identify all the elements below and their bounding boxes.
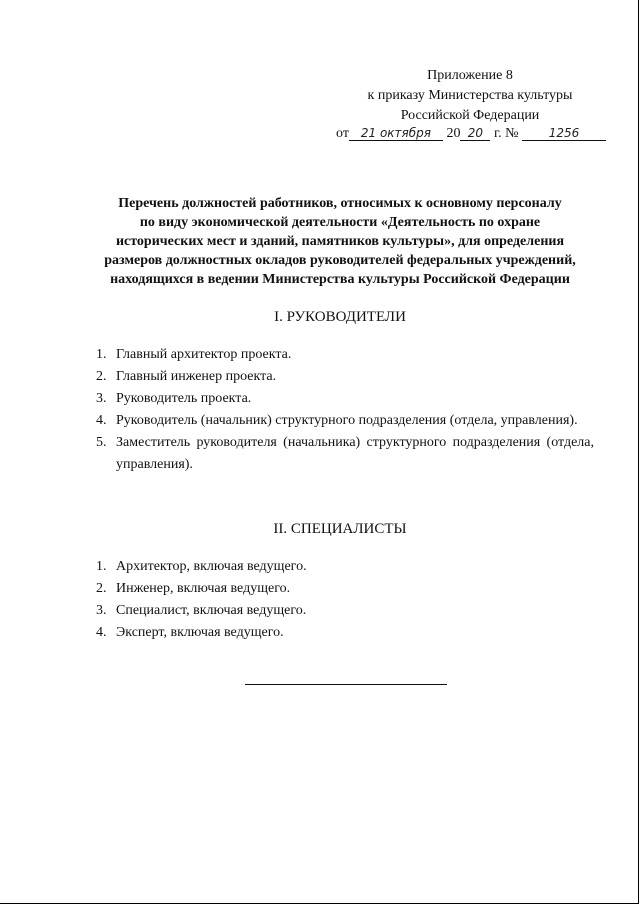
appendix-number: Приложение 8 [427, 68, 513, 83]
item-text: Заместитель руководителя (начальника) структурного подразделения (отдела, управления). [116, 435, 594, 472]
end-divider [245, 684, 447, 685]
handwritten-year: 20 [460, 126, 490, 141]
list-item [96, 578, 594, 600]
item-text: Руководитель (начальник) структурного подразделения (отдела, управления). [116, 413, 578, 428]
title-line-4: размеров должностных окладов руководителей федеральных учреждений, [104, 253, 576, 268]
list-item [96, 388, 594, 410]
number-label: № [505, 126, 519, 141]
list-item [96, 344, 594, 366]
document-title [80, 194, 600, 289]
item-text: Инженер, включая ведущего. [116, 581, 291, 596]
item-text: Главный инженер проекта. [116, 369, 277, 384]
item-number: 4. [96, 413, 107, 428]
title-line-3: исторических мест и зданий, памятников культуры», для определения [115, 234, 565, 249]
year-suffix: г. [493, 126, 502, 141]
order-date-line [336, 125, 606, 143]
item-text: Архитектор, включая ведущего. [116, 559, 307, 574]
appendix-order-ref: к приказу Министерства культуры [367, 88, 573, 103]
list-item [96, 366, 594, 388]
list-item [96, 410, 594, 432]
list-item [96, 600, 594, 622]
list-item [96, 432, 594, 476]
list-item [96, 622, 594, 644]
item-text: Специалист, включая ведущего. [116, 603, 307, 618]
item-number: 3. [96, 603, 107, 618]
item-text: Эксперт, включая ведущего. [116, 625, 284, 640]
specialists-list [96, 556, 594, 644]
item-text: Главный архитектор проекта. [116, 347, 292, 362]
title-line-5: находящихся в ведении Министерства культуры Российской Федерации [110, 272, 570, 287]
item-number: 2. [96, 369, 107, 384]
handwritten-order-number: 1256 [522, 126, 606, 141]
item-number: 1. [96, 559, 107, 574]
item-number: 5. [96, 435, 107, 450]
item-number: 2. [96, 581, 107, 596]
item-number: 3. [96, 391, 107, 406]
title-line-2: по виду экономической деятельности «Деятельность по охране [139, 215, 541, 230]
appendix-header [330, 66, 610, 126]
from-label: от [336, 126, 349, 141]
managers-list [96, 344, 594, 476]
item-number: 4. [96, 625, 107, 640]
title-line-1: Перечень должностей работников, относимых к основному персоналу [118, 196, 562, 211]
item-number: 1. [96, 347, 107, 362]
section-heading-managers: I. РУКОВОДИТЕЛИ [274, 309, 406, 325]
list-item [96, 556, 594, 578]
appendix-ministry: Российской Федерации [400, 108, 540, 123]
item-text: Руководитель проекта. [116, 391, 252, 406]
section-heading-specialists: II. СПЕЦИАЛИСТЫ [273, 521, 407, 537]
handwritten-date: 21 октября [349, 126, 443, 141]
year-prefix: 20 [446, 126, 461, 141]
